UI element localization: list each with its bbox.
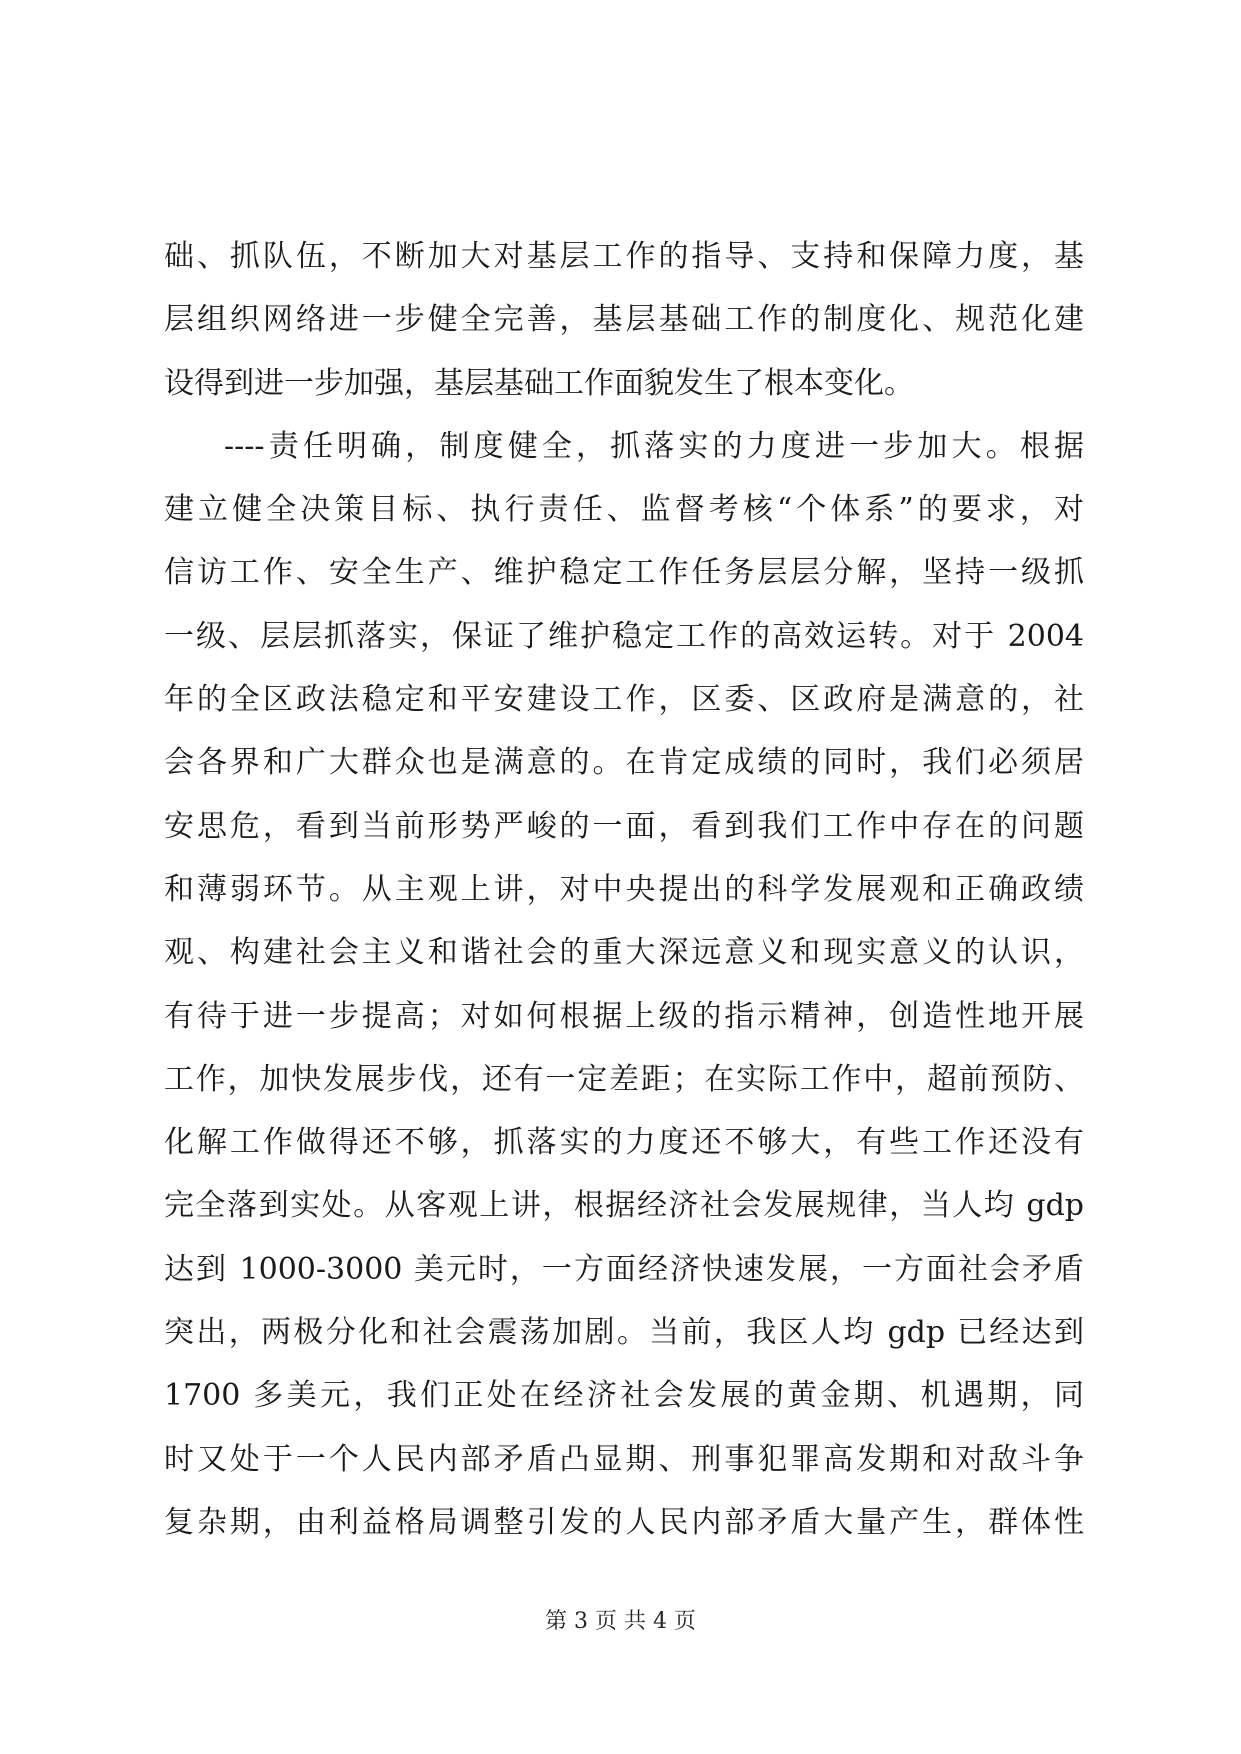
text-line: 年的全区政法稳定和平安建设工作，区委、区政府是满意的，社: [164, 682, 1084, 718]
text-line: 化解工作做得还不够，抓落实的力度还不够大，有些工作还没有: [164, 1125, 1084, 1161]
text-line: 会各界和广大群众也是满意的。在肯定成绩的同时，我们必须居: [164, 745, 1084, 781]
text-line: 工作，加快发展步伐，还有一定差距；在实际工作中，超前预防、: [164, 1061, 1084, 1097]
text-line: 有待于进一步提高；对如何根据上级的指示精神，创造性地开展: [164, 998, 1084, 1034]
text-line: 达到 1000-3000 美元时，一方面经济快速发展，一方面社会矛盾: [164, 1251, 1084, 1287]
text-line: 层组织网络进一步健全完善，基层基础工作的制度化、规范化建: [164, 302, 1084, 338]
page-footer: 第 3 页 共 4 页: [545, 1609, 696, 1634]
text-line: 完全落到实处。从客观上讲，根据经济社会发展规律，当人均 gdp: [164, 1188, 1084, 1224]
text-line: 础、抓队伍，不断加大对基层工作的指导、支持和保障力度，基: [164, 239, 1084, 274]
text-line: 观、构建社会主义和谐社会的重大深远意义和现实意义的认识，: [164, 935, 1084, 971]
text-line: 时又处于一个人民内部矛盾凸显期、刑事犯罪高发期和对敌斗争: [164, 1441, 1084, 1477]
text-line: 设得到进一步加强，基层基础工作面貌发生了根本变化。: [164, 365, 914, 401]
text-line: 复杂期，由利益格局调整引发的人民内部矛盾大量产生，群体性: [164, 1504, 1084, 1540]
text-line: 突出，两极分化和社会震荡加剧。当前，我区人均 gdp 已经达到: [164, 1315, 1084, 1351]
paragraph-start-line: ----责任明确，制度健全，抓落实的力度进一步加大。根据: [224, 428, 1084, 464]
text-line: 信访工作、安全生产、维护稳定工作任务层层分解，坚持一级抓: [164, 555, 1084, 591]
text-line: 安思危，看到当前形势严峻的一面，看到我们工作中存在的问题: [164, 808, 1084, 844]
text-line: 建立健全决策目标、执行责任、监督考核“个体系”的要求，对: [164, 492, 1084, 528]
body-text: [164, 225, 1084, 1554]
text-line: 和薄弱环节。从主观上讲，对中央提出的科学发展观和正确政绩: [164, 871, 1084, 907]
text-line: 1700 多美元，我们正处在经济社会发展的黄金期、机遇期，同: [164, 1378, 1084, 1414]
text-line: 一级、层层抓落实，保证了维护稳定工作的高效运转。对于 2004: [164, 618, 1084, 654]
